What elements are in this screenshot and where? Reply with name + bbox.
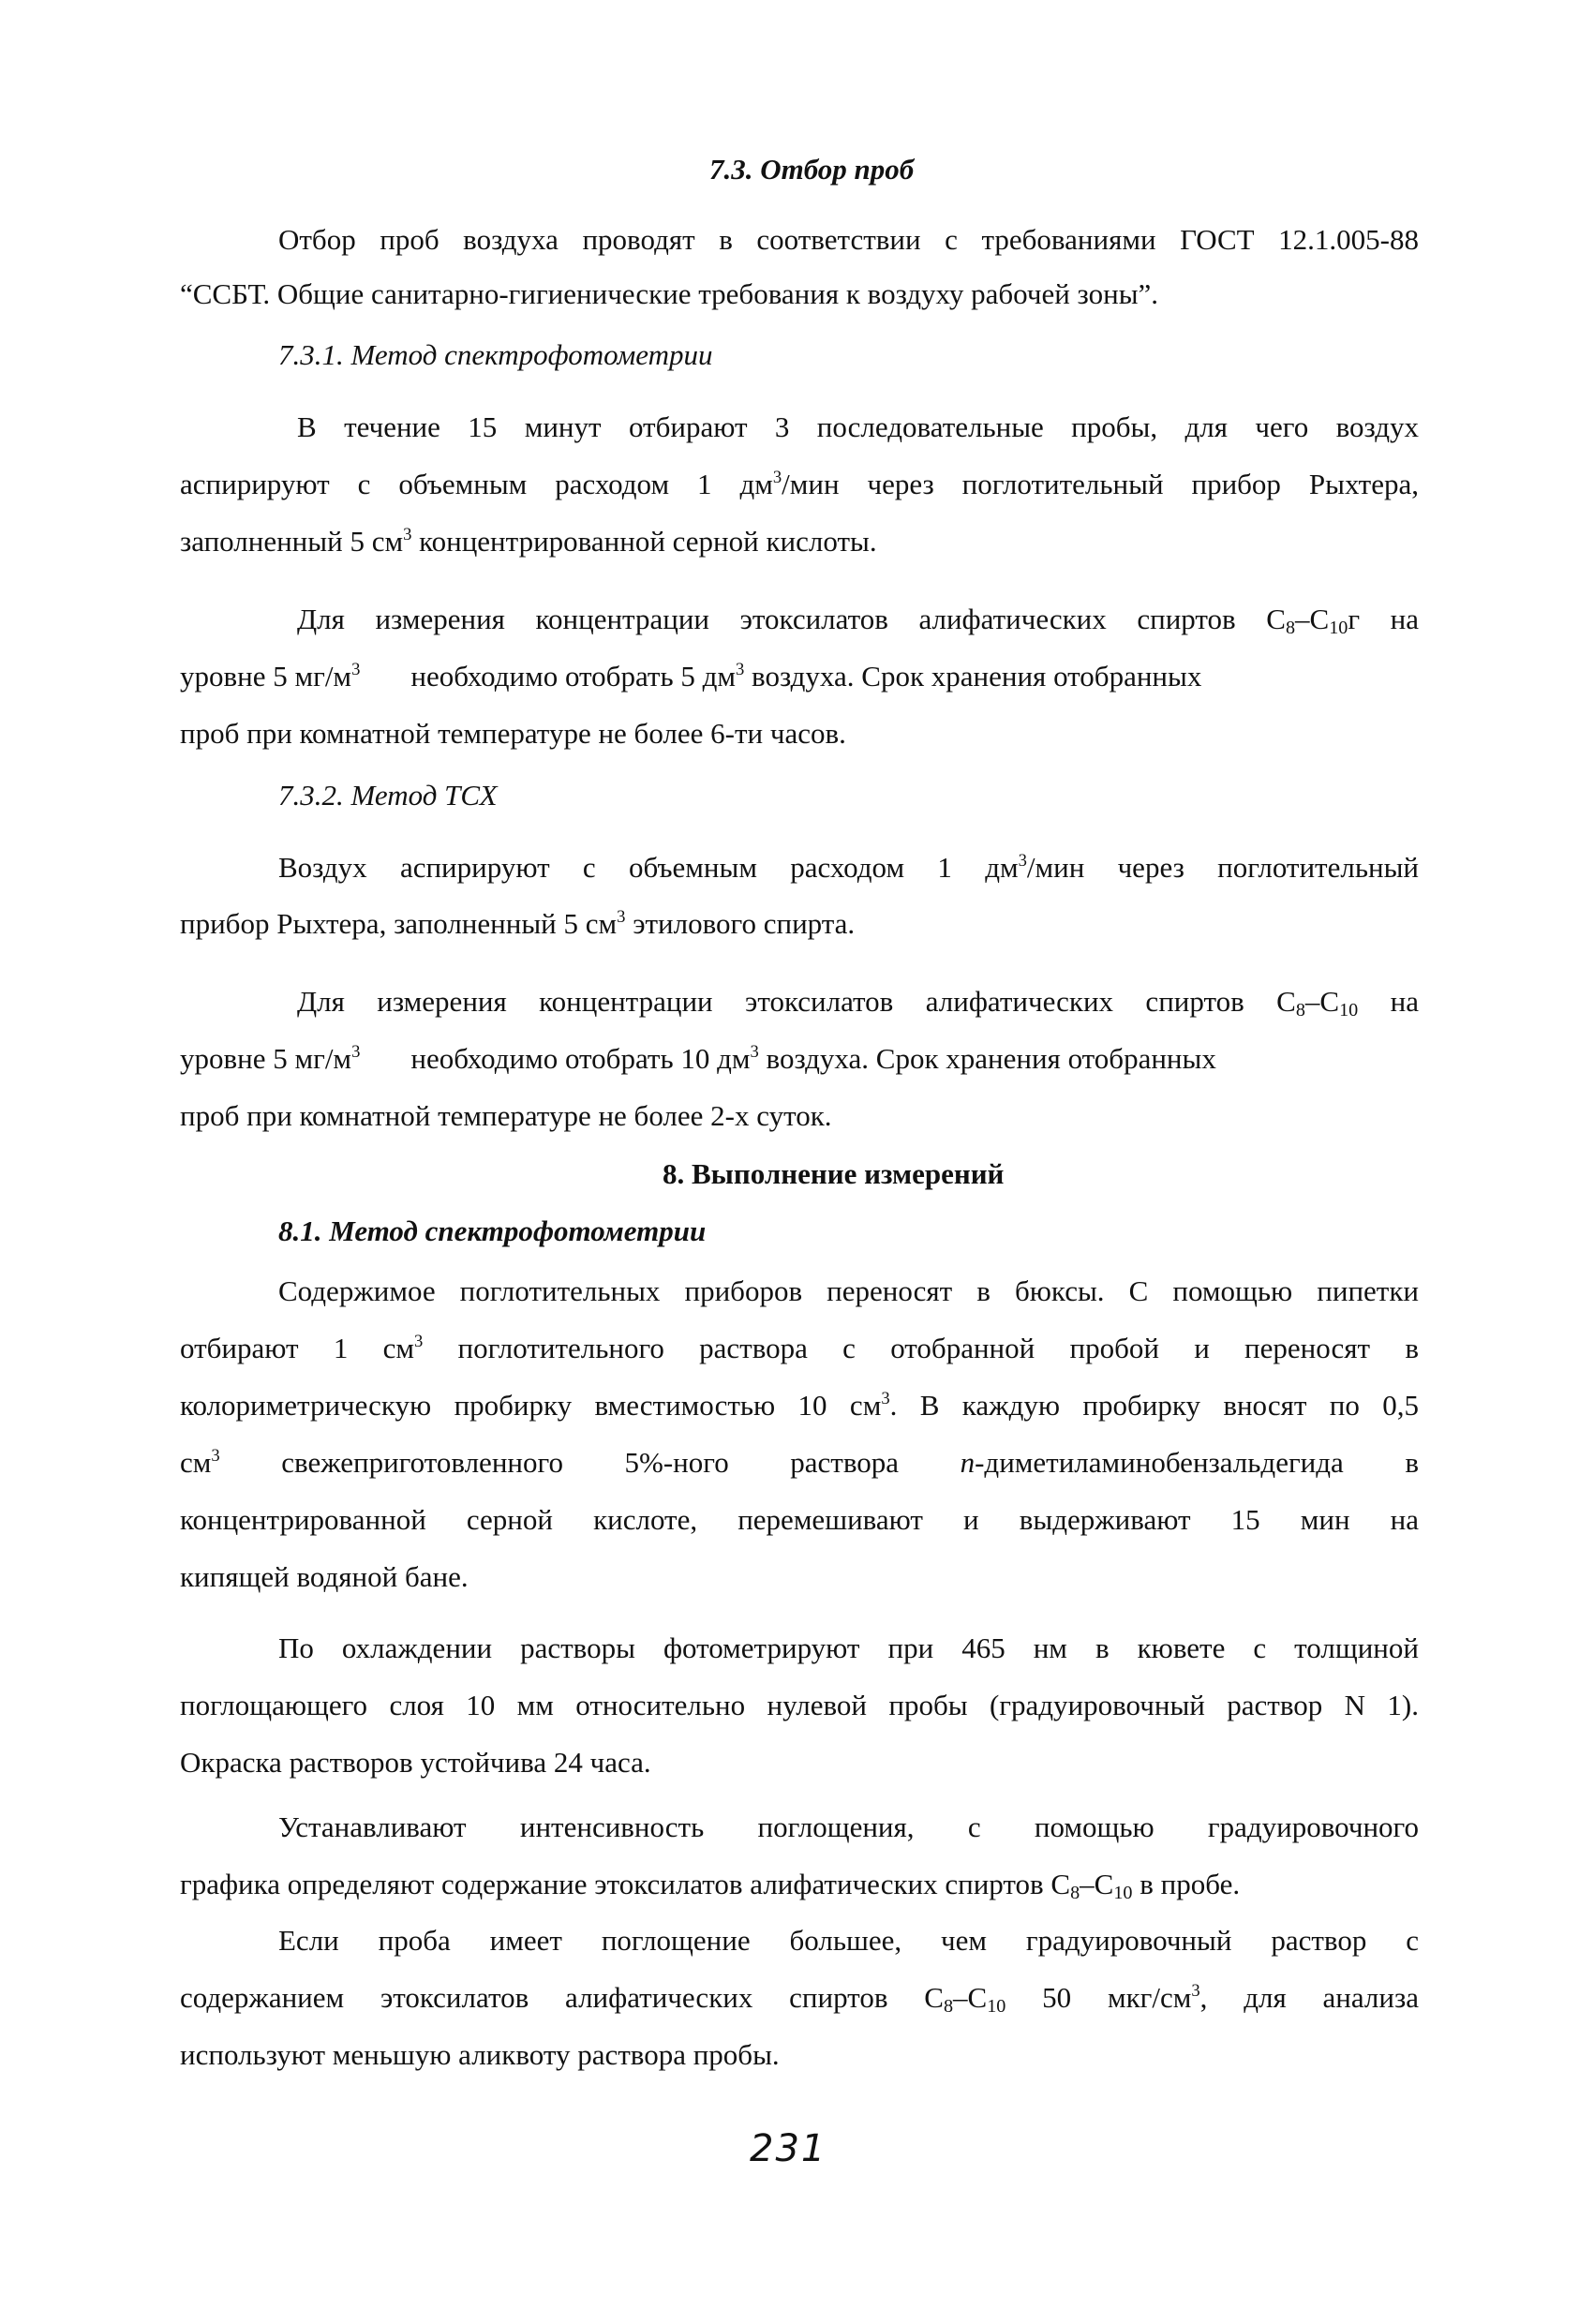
s732-p2-line2: уровне 5 $мг/м^3$ необходимо отобрать 10 $дм^3$ воздуха. Срок хранения отобранных [180, 1041, 1216, 1075]
s81-p1-line1: Содержимое поглотительных приборов переносят в бюксы. С помощью пипетки [278, 1274, 1419, 1307]
section-7-3-2-heading: 7.3.2. Метод ТСХ [278, 779, 498, 812]
s732-p1-line1: Воздух аспирируют с объемным расходом 1 $дм^3$/мин через поглотительный [278, 850, 1419, 884]
section-8-1-heading: 8.1. Метод спектрофотометрии [278, 1214, 707, 1247]
s731-p1-line2: аспирируют с объемным расходом 1 $дм^3$/мин через поглотительный прибор Рыхтера, [180, 467, 1419, 500]
s732-p2-line1: Для измерения концентрации этоксилатов алифатических спиртов $C_8-C_{10}$ на [297, 985, 1419, 1021]
s731-p2-line3: проб при комнатной температуре не более 6-ти часов. [180, 717, 846, 750]
s731-p1-line1: В течение 15 минут отбирают 3 последовательные пробы, для чего воздух [297, 410, 1419, 443]
page-number: 231 [750, 2127, 827, 2170]
s81-p1-line6: кипящей водяной бане. [180, 1560, 469, 1593]
section-8-heading: 8. Выполнение измерений [663, 1157, 1005, 1190]
s81-p3-line2: графика определяют содержание этоксилатов алифатических спиртов $C_8-C_{10}$ в пробе. [180, 1868, 1241, 1904]
s73-p1-line1: Отбор проб воздуха проводят в соответствии с требованиями ГОСТ 12.1.005-88 [278, 223, 1419, 256]
s81-p4-line2: содержанием этоксилатов алифатических спиртов $C_8-C_{10}$ 50 мкг/$см^3$, для анализа [180, 1980, 1419, 2018]
s732-p1-line2: прибор Рыхтера, заполненный 5 $см^3$ этилового спирта. [180, 906, 856, 940]
section-7-3-heading: 7.3. Отбор проб [709, 153, 915, 186]
s81-p3-line1: Устанавливают интенсивность поглощения, с помощью градуировочного [278, 1810, 1419, 1843]
s81-p1-line4: $см^3$ свежеприготовленного 5%-ного раствора п-диметиламинобензальдегида в [180, 1445, 1419, 1479]
s81-p2-line2: поглощающего слоя 10 мм относительно нулевой пробы (градуировочный раствор N 1). [180, 1689, 1419, 1721]
s81-p1-line5: концентрированной серной кислоте, перемешивают и выдерживают 15 мин на [180, 1503, 1419, 1536]
s81-p2-line1: По охлаждении растворы фотометрируют при 465 нм в кювете с толщиной [278, 1631, 1419, 1664]
s732-p2-line3: проб при комнатной температуре не более 2-х суток. [180, 1099, 832, 1132]
section-7-3-1-heading: 7.3.1. Метод спектрофотометрии [278, 338, 713, 371]
s731-p1-line3: заполненный 5 $см^3$ концентрированной серной кислоты. [180, 524, 877, 558]
s81-p2-line3: Окраска растворов устойчива 24 часа. [180, 1746, 651, 1779]
s81-p1-line3: колориметрическую пробирку вместимостью 10 $см^3$. В каждую пробирку вносят по 0,5 [180, 1388, 1419, 1422]
s81-p1-line2: отбирают 1 $см^3$ поглотительного раствора с отобранной пробой и переносят в [180, 1331, 1419, 1364]
s81-p4-line1: Если проба имеет поглощение большее, чем градуировочный раствор с [278, 1924, 1419, 1957]
s73-p1-line2: “ССБТ. Общие санитарно-гигиенические требования к воздуху рабочей зоны”. [180, 277, 1159, 310]
s731-p2-line1: Для измерения концентрации этоксилатов алифатических спиртов $C_8-C_{10}г$ на [297, 603, 1419, 639]
s731-p2-line2: уровне 5 $мг/м^3$ необходимо отобрать 5 $дм^3$ воздуха. Срок хранения отобранных [180, 659, 1202, 693]
s81-p4-line3: используют меньшую аликвоту раствора пробы. [180, 2038, 780, 2071]
